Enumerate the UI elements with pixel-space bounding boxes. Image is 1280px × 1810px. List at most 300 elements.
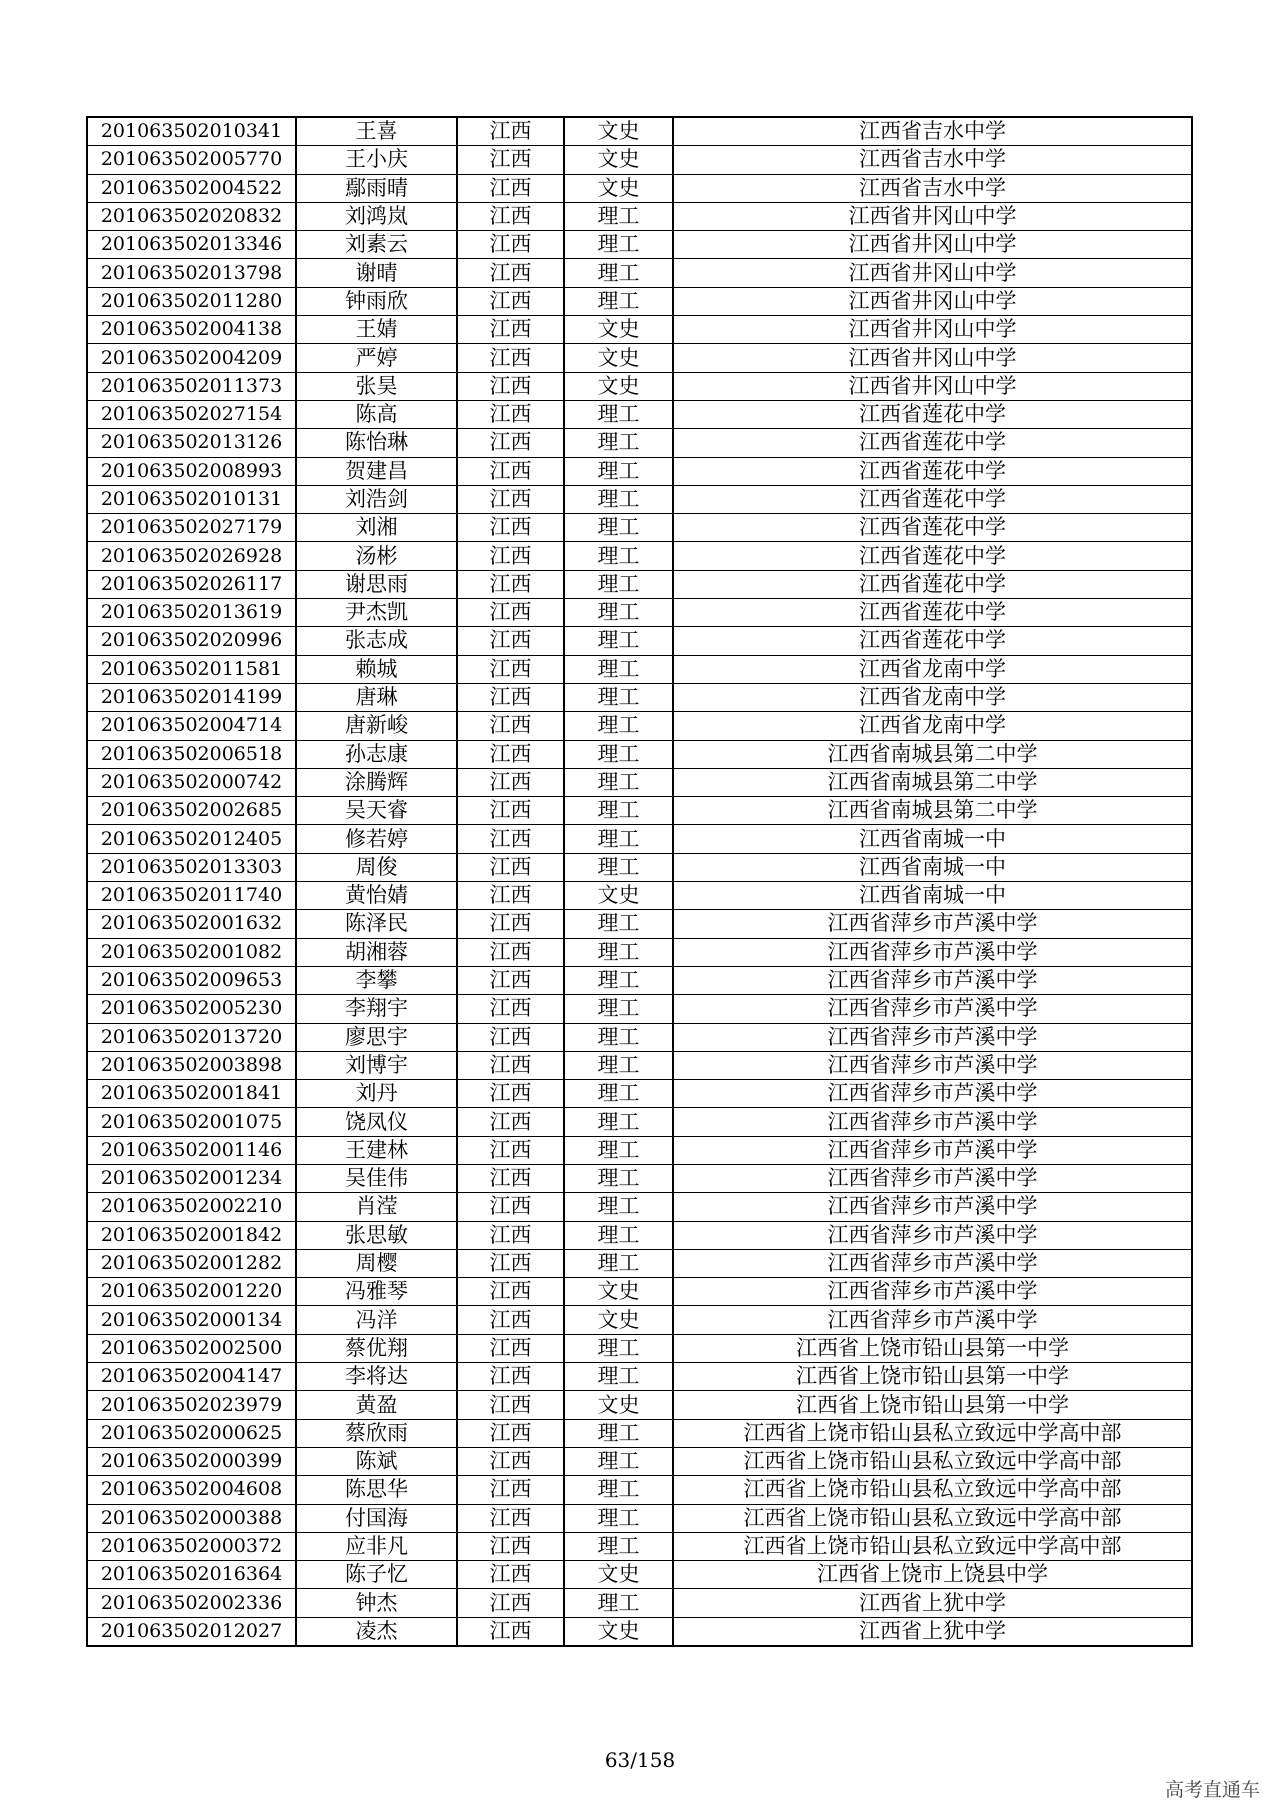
table-row xyxy=(87,1221,1192,1249)
category-cell: 理工 xyxy=(564,231,673,259)
school-cell: 江西省上饶市铅山县私立致远中学高中部 xyxy=(673,1419,1192,1447)
table-row xyxy=(87,1617,1192,1646)
student-id-cell: 201063502001146 xyxy=(87,1136,296,1164)
province-cell: 江西 xyxy=(457,825,564,853)
student-name-cell: 凌杰 xyxy=(296,1617,457,1646)
school-cell: 江西省萍乡市芦溪中学 xyxy=(673,1221,1192,1249)
table-row xyxy=(87,1249,1192,1277)
table-row xyxy=(87,202,1192,230)
province-cell: 江西 xyxy=(457,570,564,598)
student-name-cell: 张志成 xyxy=(296,627,457,655)
student-name-cell: 冯雅琴 xyxy=(296,1278,457,1306)
province-cell: 江西 xyxy=(457,1306,564,1334)
province-cell: 江西 xyxy=(457,1221,564,1249)
student-name-cell: 李攀 xyxy=(296,966,457,994)
table-row xyxy=(87,570,1192,598)
student-name-cell: 冯洋 xyxy=(296,1306,457,1334)
school-cell: 江西省莲花中学 xyxy=(673,570,1192,598)
table-row xyxy=(87,1306,1192,1334)
student-name-cell: 王喜 xyxy=(296,117,457,146)
category-cell: 理工 xyxy=(564,740,673,768)
school-cell: 江西省莲花中学 xyxy=(673,599,1192,627)
school-cell: 江西省萍乡市芦溪中学 xyxy=(673,1023,1192,1051)
category-cell: 理工 xyxy=(564,627,673,655)
student-id-cell: 201063502006518 xyxy=(87,740,296,768)
category-cell: 理工 xyxy=(564,202,673,230)
student-name-cell: 孙志康 xyxy=(296,740,457,768)
province-cell: 江西 xyxy=(457,683,564,711)
student-name-cell: 刘鸿岚 xyxy=(296,202,457,230)
student-id-cell: 201063502011581 xyxy=(87,655,296,683)
table-row xyxy=(87,316,1192,344)
student-id-cell: 201063502001842 xyxy=(87,1221,296,1249)
province-cell: 江西 xyxy=(457,1051,564,1079)
province-cell: 江西 xyxy=(457,1136,564,1164)
student-id-cell: 201063502013303 xyxy=(87,853,296,881)
school-cell: 江西省龙南中学 xyxy=(673,712,1192,740)
province-cell: 江西 xyxy=(457,1617,564,1646)
student-name-cell: 周俊 xyxy=(296,853,457,881)
school-cell: 江西省上饶市铅山县私立致远中学高中部 xyxy=(673,1476,1192,1504)
student-name-cell: 李翔宇 xyxy=(296,995,457,1023)
student-name-cell: 修若婷 xyxy=(296,825,457,853)
student-id-cell: 201063502013126 xyxy=(87,429,296,457)
student-name-cell: 刘素云 xyxy=(296,231,457,259)
school-cell: 江西省萍乡市芦溪中学 xyxy=(673,966,1192,994)
province-cell: 江西 xyxy=(457,1334,564,1362)
student-name-cell: 蔡优翔 xyxy=(296,1334,457,1362)
student-name-cell: 钟杰 xyxy=(296,1589,457,1617)
province-cell: 江西 xyxy=(457,259,564,287)
category-cell: 文史 xyxy=(564,1617,673,1646)
category-cell: 理工 xyxy=(564,995,673,1023)
category-cell: 理工 xyxy=(564,1051,673,1079)
student-name-cell: 赖城 xyxy=(296,655,457,683)
table-row xyxy=(87,117,1192,146)
student-id-cell: 201063502002336 xyxy=(87,1589,296,1617)
student-id-cell: 201063502016364 xyxy=(87,1561,296,1589)
student-id-cell: 201063502001234 xyxy=(87,1164,296,1192)
student-name-cell: 陈怡琳 xyxy=(296,429,457,457)
school-cell: 江西省萍乡市芦溪中学 xyxy=(673,995,1192,1023)
category-cell: 理工 xyxy=(564,1447,673,1475)
school-cell: 江西省萍乡市芦溪中学 xyxy=(673,938,1192,966)
school-cell: 江西省井冈山中学 xyxy=(673,259,1192,287)
province-cell: 江西 xyxy=(457,174,564,202)
student-id-cell: 201063502000625 xyxy=(87,1419,296,1447)
student-name-cell: 应非凡 xyxy=(296,1532,457,1560)
student-id-cell: 201063502004147 xyxy=(87,1363,296,1391)
table-row xyxy=(87,966,1192,994)
watermark: 高考直通车 xyxy=(1164,1779,1260,1801)
school-cell: 江西省上犹中学 xyxy=(673,1617,1192,1646)
province-cell: 江西 xyxy=(457,1419,564,1447)
category-cell: 理工 xyxy=(564,1080,673,1108)
table-row xyxy=(87,825,1192,853)
category-cell: 文史 xyxy=(564,882,673,910)
school-cell: 江西省南城县第二中学 xyxy=(673,768,1192,796)
table-row xyxy=(87,400,1192,428)
category-cell: 文史 xyxy=(564,372,673,400)
category-cell: 理工 xyxy=(564,768,673,796)
student-id-cell: 201063502012027 xyxy=(87,1617,296,1646)
category-cell: 理工 xyxy=(564,259,673,287)
table-row xyxy=(87,1164,1192,1192)
student-id-cell: 201063502013798 xyxy=(87,259,296,287)
student-name-cell: 王婧 xyxy=(296,316,457,344)
student-name-cell: 汤彬 xyxy=(296,542,457,570)
province-cell: 江西 xyxy=(457,655,564,683)
school-cell: 江西省莲花中学 xyxy=(673,400,1192,428)
table-row xyxy=(87,372,1192,400)
category-cell: 理工 xyxy=(564,853,673,881)
province-cell: 江西 xyxy=(457,599,564,627)
student-id-cell: 201063502004714 xyxy=(87,712,296,740)
school-cell: 江西省南城县第二中学 xyxy=(673,797,1192,825)
student-name-cell: 刘博宇 xyxy=(296,1051,457,1079)
student-name-cell: 谢晴 xyxy=(296,259,457,287)
student-name-cell: 刘浩剑 xyxy=(296,485,457,513)
province-cell: 江西 xyxy=(457,712,564,740)
province-cell: 江西 xyxy=(457,287,564,315)
student-id-cell: 201063502012405 xyxy=(87,825,296,853)
table-row xyxy=(87,1419,1192,1447)
student-id-cell: 201063502004138 xyxy=(87,316,296,344)
province-cell: 江西 xyxy=(457,1023,564,1051)
student-name-cell: 贺建昌 xyxy=(296,457,457,485)
province-cell: 江西 xyxy=(457,117,564,146)
student-name-cell: 尹杰凯 xyxy=(296,599,457,627)
table-row xyxy=(87,627,1192,655)
province-cell: 江西 xyxy=(457,995,564,1023)
province-cell: 江西 xyxy=(457,1363,564,1391)
school-cell: 江西省莲花中学 xyxy=(673,429,1192,457)
table-row xyxy=(87,429,1192,457)
table-row xyxy=(87,287,1192,315)
category-cell: 理工 xyxy=(564,542,673,570)
student-name-cell: 吴佳伟 xyxy=(296,1164,457,1192)
school-cell: 江西省上饶市铅山县私立致远中学高中部 xyxy=(673,1532,1192,1560)
category-cell: 理工 xyxy=(564,825,673,853)
student-name-cell: 刘湘 xyxy=(296,514,457,542)
school-cell: 江西省萍乡市芦溪中学 xyxy=(673,1080,1192,1108)
table-row xyxy=(87,1589,1192,1617)
school-cell: 江西省吉水中学 xyxy=(673,146,1192,174)
province-cell: 江西 xyxy=(457,457,564,485)
student-id-cell: 201063502026928 xyxy=(87,542,296,570)
province-cell: 江西 xyxy=(457,1447,564,1475)
category-cell: 理工 xyxy=(564,938,673,966)
category-cell: 理工 xyxy=(564,1476,673,1504)
province-cell: 江西 xyxy=(457,1193,564,1221)
student-name-cell: 廖思宇 xyxy=(296,1023,457,1051)
student-name-cell: 谢思雨 xyxy=(296,570,457,598)
category-cell: 理工 xyxy=(564,1419,673,1447)
category-cell: 理工 xyxy=(564,797,673,825)
school-cell: 江西省井冈山中学 xyxy=(673,344,1192,372)
category-cell: 理工 xyxy=(564,599,673,627)
province-cell: 江西 xyxy=(457,1391,564,1419)
category-cell: 理工 xyxy=(564,429,673,457)
table-row xyxy=(87,1278,1192,1306)
school-cell: 江西省莲花中学 xyxy=(673,542,1192,570)
school-cell: 江西省萍乡市芦溪中学 xyxy=(673,1306,1192,1334)
student-id-cell: 201063502002210 xyxy=(87,1193,296,1221)
table-row xyxy=(87,146,1192,174)
province-cell: 江西 xyxy=(457,542,564,570)
student-name-cell: 张昊 xyxy=(296,372,457,400)
school-cell: 江西省南城一中 xyxy=(673,882,1192,910)
student-name-cell: 陈思华 xyxy=(296,1476,457,1504)
province-cell: 江西 xyxy=(457,344,564,372)
school-cell: 江西省井冈山中学 xyxy=(673,231,1192,259)
school-cell: 江西省萍乡市芦溪中学 xyxy=(673,910,1192,938)
school-cell: 江西省萍乡市芦溪中学 xyxy=(673,1051,1192,1079)
student-id-cell: 201063502013619 xyxy=(87,599,296,627)
category-cell: 理工 xyxy=(564,485,673,513)
table-row xyxy=(87,1476,1192,1504)
student-id-cell: 201063502008993 xyxy=(87,457,296,485)
student-name-cell: 陈泽民 xyxy=(296,910,457,938)
province-cell: 江西 xyxy=(457,1080,564,1108)
student-name-cell: 陈斌 xyxy=(296,1447,457,1475)
school-cell: 江西省龙南中学 xyxy=(673,683,1192,711)
category-cell: 文史 xyxy=(564,146,673,174)
province-cell: 江西 xyxy=(457,429,564,457)
province-cell: 江西 xyxy=(457,202,564,230)
province-cell: 江西 xyxy=(457,797,564,825)
table-row xyxy=(87,599,1192,627)
page-number: 63/158 xyxy=(604,1748,676,1772)
school-cell: 江西省井冈山中学 xyxy=(673,372,1192,400)
category-cell: 理工 xyxy=(564,400,673,428)
category-cell: 理工 xyxy=(564,1532,673,1560)
category-cell: 理工 xyxy=(564,514,673,542)
student-id-cell: 201063502010131 xyxy=(87,485,296,513)
student-id-cell: 201063502001632 xyxy=(87,910,296,938)
student-id-cell: 201063502011373 xyxy=(87,372,296,400)
school-cell: 江西省萍乡市芦溪中学 xyxy=(673,1108,1192,1136)
table-row xyxy=(87,1108,1192,1136)
province-cell: 江西 xyxy=(457,514,564,542)
student-name-cell: 黄怡婧 xyxy=(296,882,457,910)
student-id-cell: 201063502020832 xyxy=(87,202,296,230)
student-id-cell: 201063502001220 xyxy=(87,1278,296,1306)
student-name-cell: 胡湘蓉 xyxy=(296,938,457,966)
student-name-cell: 陈子忆 xyxy=(296,1561,457,1589)
table-row xyxy=(87,1561,1192,1589)
school-cell: 江西省井冈山中学 xyxy=(673,202,1192,230)
school-cell: 江西省萍乡市芦溪中学 xyxy=(673,1249,1192,1277)
table-row xyxy=(87,174,1192,202)
school-cell: 江西省上饶市上饶县中学 xyxy=(673,1561,1192,1589)
province-cell: 江西 xyxy=(457,938,564,966)
student-name-cell: 钟雨欣 xyxy=(296,287,457,315)
student-id-cell: 201063502011280 xyxy=(87,287,296,315)
province-cell: 江西 xyxy=(457,882,564,910)
province-cell: 江西 xyxy=(457,1476,564,1504)
province-cell: 江西 xyxy=(457,316,564,344)
student-id-cell: 201063502023979 xyxy=(87,1391,296,1419)
school-cell: 江西省吉水中学 xyxy=(673,117,1192,146)
student-id-cell: 201063502000134 xyxy=(87,1306,296,1334)
category-cell: 文史 xyxy=(564,344,673,372)
table-row xyxy=(87,1023,1192,1051)
category-cell: 理工 xyxy=(564,457,673,485)
category-cell: 文史 xyxy=(564,316,673,344)
school-cell: 江西省井冈山中学 xyxy=(673,287,1192,315)
table-row xyxy=(87,740,1192,768)
table-row xyxy=(87,1391,1192,1419)
province-cell: 江西 xyxy=(457,485,564,513)
student-name-cell: 饶凤仪 xyxy=(296,1108,457,1136)
province-cell: 江西 xyxy=(457,1108,564,1136)
category-cell: 文史 xyxy=(564,1561,673,1589)
table-row xyxy=(87,995,1192,1023)
school-cell: 江西省上饶市铅山县第一中学 xyxy=(673,1391,1192,1419)
student-name-cell: 蔡欣雨 xyxy=(296,1419,457,1447)
student-name-cell: 王小庆 xyxy=(296,146,457,174)
student-id-cell: 201063502004608 xyxy=(87,1476,296,1504)
student-id-cell: 201063502013720 xyxy=(87,1023,296,1051)
school-cell: 江西省南城一中 xyxy=(673,853,1192,881)
student-id-cell: 201063502001075 xyxy=(87,1108,296,1136)
table-row xyxy=(87,882,1192,910)
province-cell: 江西 xyxy=(457,1561,564,1589)
school-cell: 江西省萍乡市芦溪中学 xyxy=(673,1164,1192,1192)
student-id-cell: 201063502003898 xyxy=(87,1051,296,1079)
province-cell: 江西 xyxy=(457,400,564,428)
school-cell: 江西省南城县第二中学 xyxy=(673,740,1192,768)
school-cell: 江西省莲花中学 xyxy=(673,457,1192,485)
student-id-cell: 201063502010341 xyxy=(87,117,296,146)
category-cell: 理工 xyxy=(564,1221,673,1249)
school-cell: 江西省萍乡市芦溪中学 xyxy=(673,1136,1192,1164)
category-cell: 文史 xyxy=(564,1391,673,1419)
student-id-cell: 201063502011740 xyxy=(87,882,296,910)
province-cell: 江西 xyxy=(457,1504,564,1532)
student-name-cell: 周樱 xyxy=(296,1249,457,1277)
student-id-cell: 201063502001282 xyxy=(87,1249,296,1277)
category-cell: 理工 xyxy=(564,1108,673,1136)
school-cell: 江西省吉水中学 xyxy=(673,174,1192,202)
province-cell: 江西 xyxy=(457,146,564,174)
table-row xyxy=(87,1051,1192,1079)
student-id-cell: 201063502009653 xyxy=(87,966,296,994)
student-name-cell: 李将达 xyxy=(296,1363,457,1391)
student-name-cell: 刘丹 xyxy=(296,1080,457,1108)
table-row xyxy=(87,1363,1192,1391)
school-cell: 江西省上饶市铅山县私立致远中学高中部 xyxy=(673,1504,1192,1532)
student-name-cell: 吴天睿 xyxy=(296,797,457,825)
student-id-cell: 201063502004522 xyxy=(87,174,296,202)
table-row xyxy=(87,1080,1192,1108)
school-cell: 江西省上犹中学 xyxy=(673,1589,1192,1617)
record-table-body xyxy=(87,117,1192,1646)
table-row xyxy=(87,457,1192,485)
student-id-cell: 201063502000742 xyxy=(87,768,296,796)
student-name-cell: 黄盈 xyxy=(296,1391,457,1419)
student-id-cell: 201063502002500 xyxy=(87,1334,296,1362)
province-cell: 江西 xyxy=(457,853,564,881)
table-row xyxy=(87,797,1192,825)
student-name-cell: 鄢雨晴 xyxy=(296,174,457,202)
category-cell: 文史 xyxy=(564,174,673,202)
table-row xyxy=(87,1447,1192,1475)
category-cell: 理工 xyxy=(564,1589,673,1617)
school-cell: 江西省上饶市铅山县私立致远中学高中部 xyxy=(673,1447,1192,1475)
student-name-cell: 涂腾辉 xyxy=(296,768,457,796)
province-cell: 江西 xyxy=(457,231,564,259)
category-cell: 理工 xyxy=(564,570,673,598)
table-row xyxy=(87,1532,1192,1560)
student-id-cell: 201063502001082 xyxy=(87,938,296,966)
province-cell: 江西 xyxy=(457,1278,564,1306)
table-row xyxy=(87,1334,1192,1362)
student-name-cell: 陈高 xyxy=(296,400,457,428)
province-cell: 江西 xyxy=(457,966,564,994)
category-cell: 理工 xyxy=(564,712,673,740)
student-id-cell: 201063502027179 xyxy=(87,514,296,542)
category-cell: 理工 xyxy=(564,1023,673,1051)
table-row xyxy=(87,1193,1192,1221)
school-cell: 江西省南城一中 xyxy=(673,825,1192,853)
table-row xyxy=(87,1504,1192,1532)
category-cell: 理工 xyxy=(564,1136,673,1164)
province-cell: 江西 xyxy=(457,372,564,400)
category-cell: 理工 xyxy=(564,966,673,994)
student-id-cell: 201063502005230 xyxy=(87,995,296,1023)
school-cell: 江西省上饶市铅山县第一中学 xyxy=(673,1334,1192,1362)
category-cell: 理工 xyxy=(564,1249,673,1277)
table-row xyxy=(87,344,1192,372)
student-id-cell: 201063502000388 xyxy=(87,1504,296,1532)
province-cell: 江西 xyxy=(457,1164,564,1192)
student-id-cell: 201063502014199 xyxy=(87,683,296,711)
student-id-cell: 201063502001841 xyxy=(87,1080,296,1108)
student-name-cell: 付国海 xyxy=(296,1504,457,1532)
student-id-cell: 201063502005770 xyxy=(87,146,296,174)
table-row xyxy=(87,853,1192,881)
school-cell: 江西省上饶市铅山县第一中学 xyxy=(673,1363,1192,1391)
table-row xyxy=(87,683,1192,711)
category-cell: 文史 xyxy=(564,1278,673,1306)
table-row xyxy=(87,910,1192,938)
student-name-cell: 唐琳 xyxy=(296,683,457,711)
table-row xyxy=(87,542,1192,570)
student-name-cell: 王建林 xyxy=(296,1136,457,1164)
category-cell: 理工 xyxy=(564,683,673,711)
category-cell: 理工 xyxy=(564,1193,673,1221)
province-cell: 江西 xyxy=(457,1589,564,1617)
category-cell: 理工 xyxy=(564,287,673,315)
student-id-cell: 201063502026117 xyxy=(87,570,296,598)
table-row xyxy=(87,514,1192,542)
school-cell: 江西省萍乡市芦溪中学 xyxy=(673,1278,1192,1306)
school-cell: 江西省井冈山中学 xyxy=(673,316,1192,344)
province-cell: 江西 xyxy=(457,627,564,655)
school-cell: 江西省莲花中学 xyxy=(673,627,1192,655)
category-cell: 理工 xyxy=(564,1334,673,1362)
school-cell: 江西省莲花中学 xyxy=(673,514,1192,542)
category-cell: 理工 xyxy=(564,910,673,938)
table-row xyxy=(87,938,1192,966)
category-cell: 理工 xyxy=(564,1363,673,1391)
category-cell: 文史 xyxy=(564,1306,673,1334)
table-row xyxy=(87,1136,1192,1164)
table-row xyxy=(87,231,1192,259)
category-cell: 理工 xyxy=(564,1504,673,1532)
